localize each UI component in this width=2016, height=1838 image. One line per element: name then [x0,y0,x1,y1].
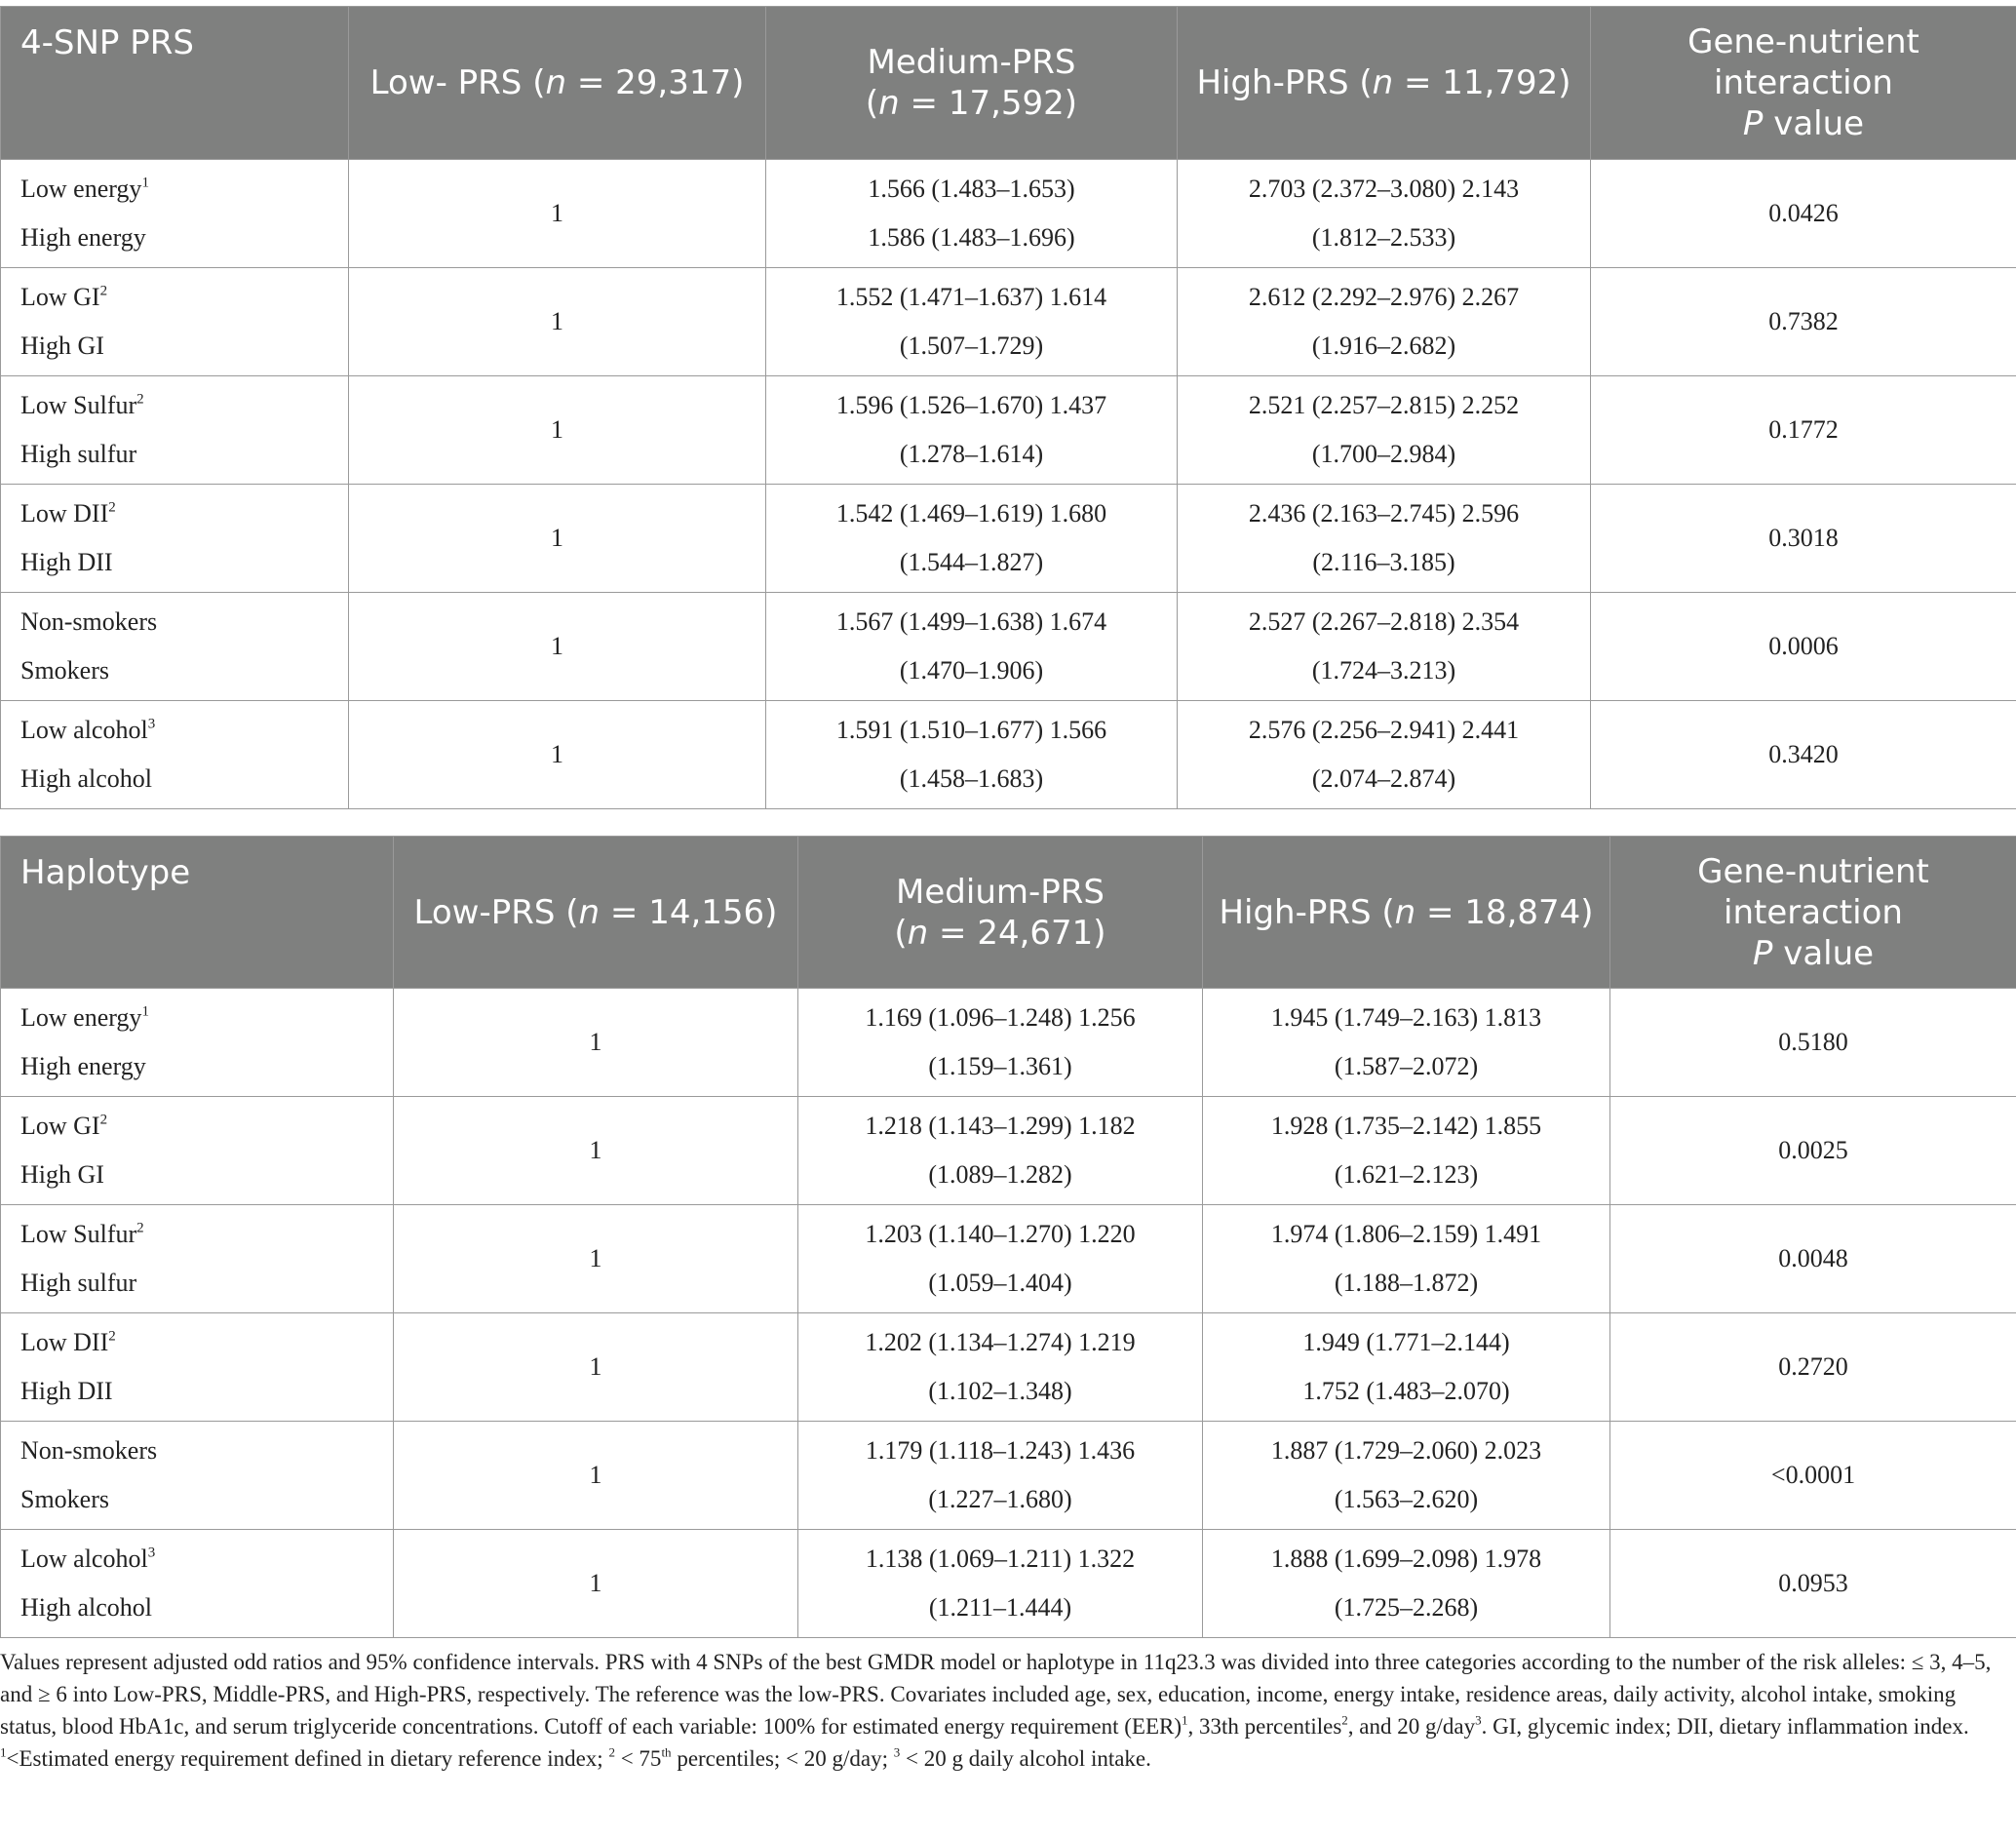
row-label-cell: Low $GI^2$ High GI [1,268,349,376]
medium-prs-cell: 1.138 (1.069–1.211) 1.322 (1.211–1.444) [798,1530,1203,1638]
footnote-marker: 2 [136,391,144,408]
table-row [1,701,2016,809]
footnote-marker: 1 [141,175,149,191]
table-row [1,1422,2016,1530]
high-prs-cell: 2.436 (2.163–2.745) 2.596 (2.116–3.185) [1178,485,1591,593]
row-label-cell: Low $GI^2$ High GI [1,1097,394,1205]
high-prs-cell: 2.527 (2.267–2.818) 2.354 (1.724–3.213) [1178,593,1591,701]
footnote-marker: 2 [99,283,108,299]
header-cell-category: 4-SNP PRS [1,7,349,160]
footnote-marker: 2 [99,1112,108,1128]
interaction-p-cell: <0.0001 [1610,1422,2016,1530]
row-label-cell: Low Sulfur$^2$ High sulfur [1,1205,394,1313]
interaction-p-cell: 0.3018 [1591,485,2016,593]
low-prs-cell: 1 [349,701,766,809]
low-prs-cell: 1 [394,1205,798,1313]
low-prs-cell: 1 [394,1097,798,1205]
low-prs-cell: 1 [394,989,798,1097]
table-row [1,1530,2016,1638]
row-label-cell: Low energy$^1$ High energy [1,989,394,1097]
header-cell-medium-prs: Medium-PRS (n = 17,592) [766,7,1178,160]
table-footnote: Values represent adjusted odd ratios and 95% confidence intervals. PRS with 4 SNPs of the best GMDR model or haplotype in 11q23.3 was divided into three categories according to the number of the risk alleles: ≤ 3, 4–5, and ≥ 6 into Low-PRS, Middle-PRS, and High-PRS, respectively. The reference was the low-PRS. Covariates included age, sex, education, income, energy intake, residence areas, daily activity, alcohol intake, smoking status, blood HbA1c, and serum triglyceride concentrations. Cutoff of each variable: 100% for estimated energy requirement (EER)$^1$, 33th percentiles$^2$, and 20 g/day$^3$. GI, glycemic index; DII, dietary inflammation index. $^1$<Estimated energy requirement defined in dietary reference index; $^2$ < 75th percentiles; < 20 g/day; $^3$ < 20 g daily alcohol intake. [0,1650,1992,1771]
table-row [1,1313,2016,1422]
low-prs-cell: 1 [349,485,766,593]
high-prs-cell: 1.887 (1.729–2.060) 2.023 (1.563–2.620) [1203,1422,1610,1530]
table-row [1,485,2016,593]
table-header-row [1,837,2016,989]
interaction-p-cell: 0.0426 [1591,160,2016,268]
interaction-p-cell: 0.2720 [1610,1313,2016,1422]
low-prs-cell: 1 [349,376,766,485]
medium-prs-cell: 1.179 (1.118–1.243) 1.436 (1.227–1.680) [798,1422,1203,1530]
header-cell-medium-prs: Medium-PRS (n = 24,671) [798,837,1203,989]
high-prs-cell: 2.703 (2.372–3.080) 2.143 (1.812–2.533) [1178,160,1591,268]
low-prs-cell: 1 [349,593,766,701]
table-row [1,989,2016,1097]
interaction-p-cell: 0.0006 [1591,593,2016,701]
interaction-p-cell: 0.3420 [1591,701,2016,809]
footnote-marker: 2 [108,499,116,516]
footnote-marker: 3 [147,716,156,732]
haplotype-table [0,836,2016,1638]
high-prs-cell: 1.945 (1.749–2.163) 1.813 (1.587–2.072) [1203,989,1610,1097]
row-label-cell: Low energy$^1$ High energy [1,160,349,268]
high-prs-cell: 1.928 (1.735–2.142) 1.855 (1.621–2.123) [1203,1097,1610,1205]
medium-prs-cell: 1.169 (1.096–1.248) 1.256 (1.159–1.361) [798,989,1203,1097]
row-label-cell: Low DII$^2$ High DII [1,485,349,593]
table-row [1,268,2016,376]
table-row [1,1205,2016,1313]
header-cell-interaction-p: Gene-nutrient interaction P value [1610,837,2016,989]
interaction-p-cell: 0.0953 [1610,1530,2016,1638]
row-label-cell: Non-smokers Smokers [1,593,349,701]
footnote-marker: 2 [108,1328,116,1345]
row-label-cell: Low DII$^2$ High DII [1,1313,394,1422]
medium-prs-cell: 1.203 (1.140–1.270) 1.220 (1.059–1.404) [798,1205,1203,1313]
high-prs-cell: 1.949 (1.771–2.144) 1.752 (1.483–2.070) [1203,1313,1610,1422]
low-prs-cell: 1 [349,160,766,268]
table-body [1,160,2016,809]
interaction-p-cell: 0.1772 [1591,376,2016,485]
medium-prs-cell: 1.596 (1.526–1.670) 1.437 (1.278–1.614) [766,376,1178,485]
row-label-cell: Non-smokers Smokers [1,1422,394,1530]
table-row [1,160,2016,268]
interaction-p-cell: 0.5180 [1610,989,2016,1097]
header-cell-low-prs: Low- PRS (n = 29,317) [349,7,766,160]
footnote-marker: 1 [141,1003,149,1020]
high-prs-cell: 1.888 (1.699–2.098) 1.978 (1.725–2.268) [1203,1530,1610,1638]
header-cell-category: Haplotype [1,837,394,989]
low-prs-cell: 1 [349,268,766,376]
medium-prs-cell: 1.591 (1.510–1.677) 1.566 (1.458–1.683) [766,701,1178,809]
table-header-row [1,7,2016,160]
table-row [1,593,2016,701]
row-label-cell: Low alcohol$^3$ High alcohol [1,1530,394,1638]
snp-prs-table [0,6,2016,809]
high-prs-cell: 1.974 (1.806–2.159) 1.491 (1.188–1.872) [1203,1205,1610,1313]
interaction-p-cell: 0.0025 [1610,1097,2016,1205]
high-prs-cell: 2.521 (2.257–2.815) 2.252 (1.700–2.984) [1178,376,1591,485]
footnote-marker: 3 [147,1545,156,1561]
medium-prs-cell: 1.218 (1.143–1.299) 1.182 (1.089–1.282) [798,1097,1203,1205]
header-cell-high-prs: High-PRS (n = 18,874) [1203,837,1610,989]
medium-prs-cell: 1.566 (1.483–1.653) 1.586 (1.483–1.696) [766,160,1178,268]
header-cell-high-prs: High-PRS (n = 11,792) [1178,7,1591,160]
low-prs-cell: 1 [394,1313,798,1422]
medium-prs-cell: 1.202 (1.134–1.274) 1.219 (1.102–1.348) [798,1313,1203,1422]
medium-prs-cell: 1.567 (1.499–1.638) 1.674 (1.470–1.906) [766,593,1178,701]
low-prs-cell: 1 [394,1530,798,1638]
medium-prs-cell: 1.552 (1.471–1.637) 1.614 (1.507–1.729) [766,268,1178,376]
footnote-marker: 2 [136,1220,144,1236]
row-label-cell: Low alcohol$^3$ High alcohol [1,701,349,809]
low-prs-cell: 1 [394,1422,798,1530]
interaction-p-cell: 0.7382 [1591,268,2016,376]
medium-prs-cell: 1.542 (1.469–1.619) 1.680 (1.544–1.827) [766,485,1178,593]
table-body [1,989,2016,1638]
table-row [1,1097,2016,1205]
high-prs-cell: 2.576 (2.256–2.941) 2.441 (2.074–2.874) [1178,701,1591,809]
row-label-cell: Low Sulfur$^2$ High sulfur [1,376,349,485]
high-prs-cell: 2.612 (2.292–2.976) 2.267 (1.916–2.682) [1178,268,1591,376]
header-cell-low-prs: Low-PRS (n = 14,156) [394,837,798,989]
interaction-p-cell: 0.0048 [1610,1205,2016,1313]
table-row [1,376,2016,485]
header-cell-interaction-p: Gene-nutrient interaction P value [1591,7,2016,160]
